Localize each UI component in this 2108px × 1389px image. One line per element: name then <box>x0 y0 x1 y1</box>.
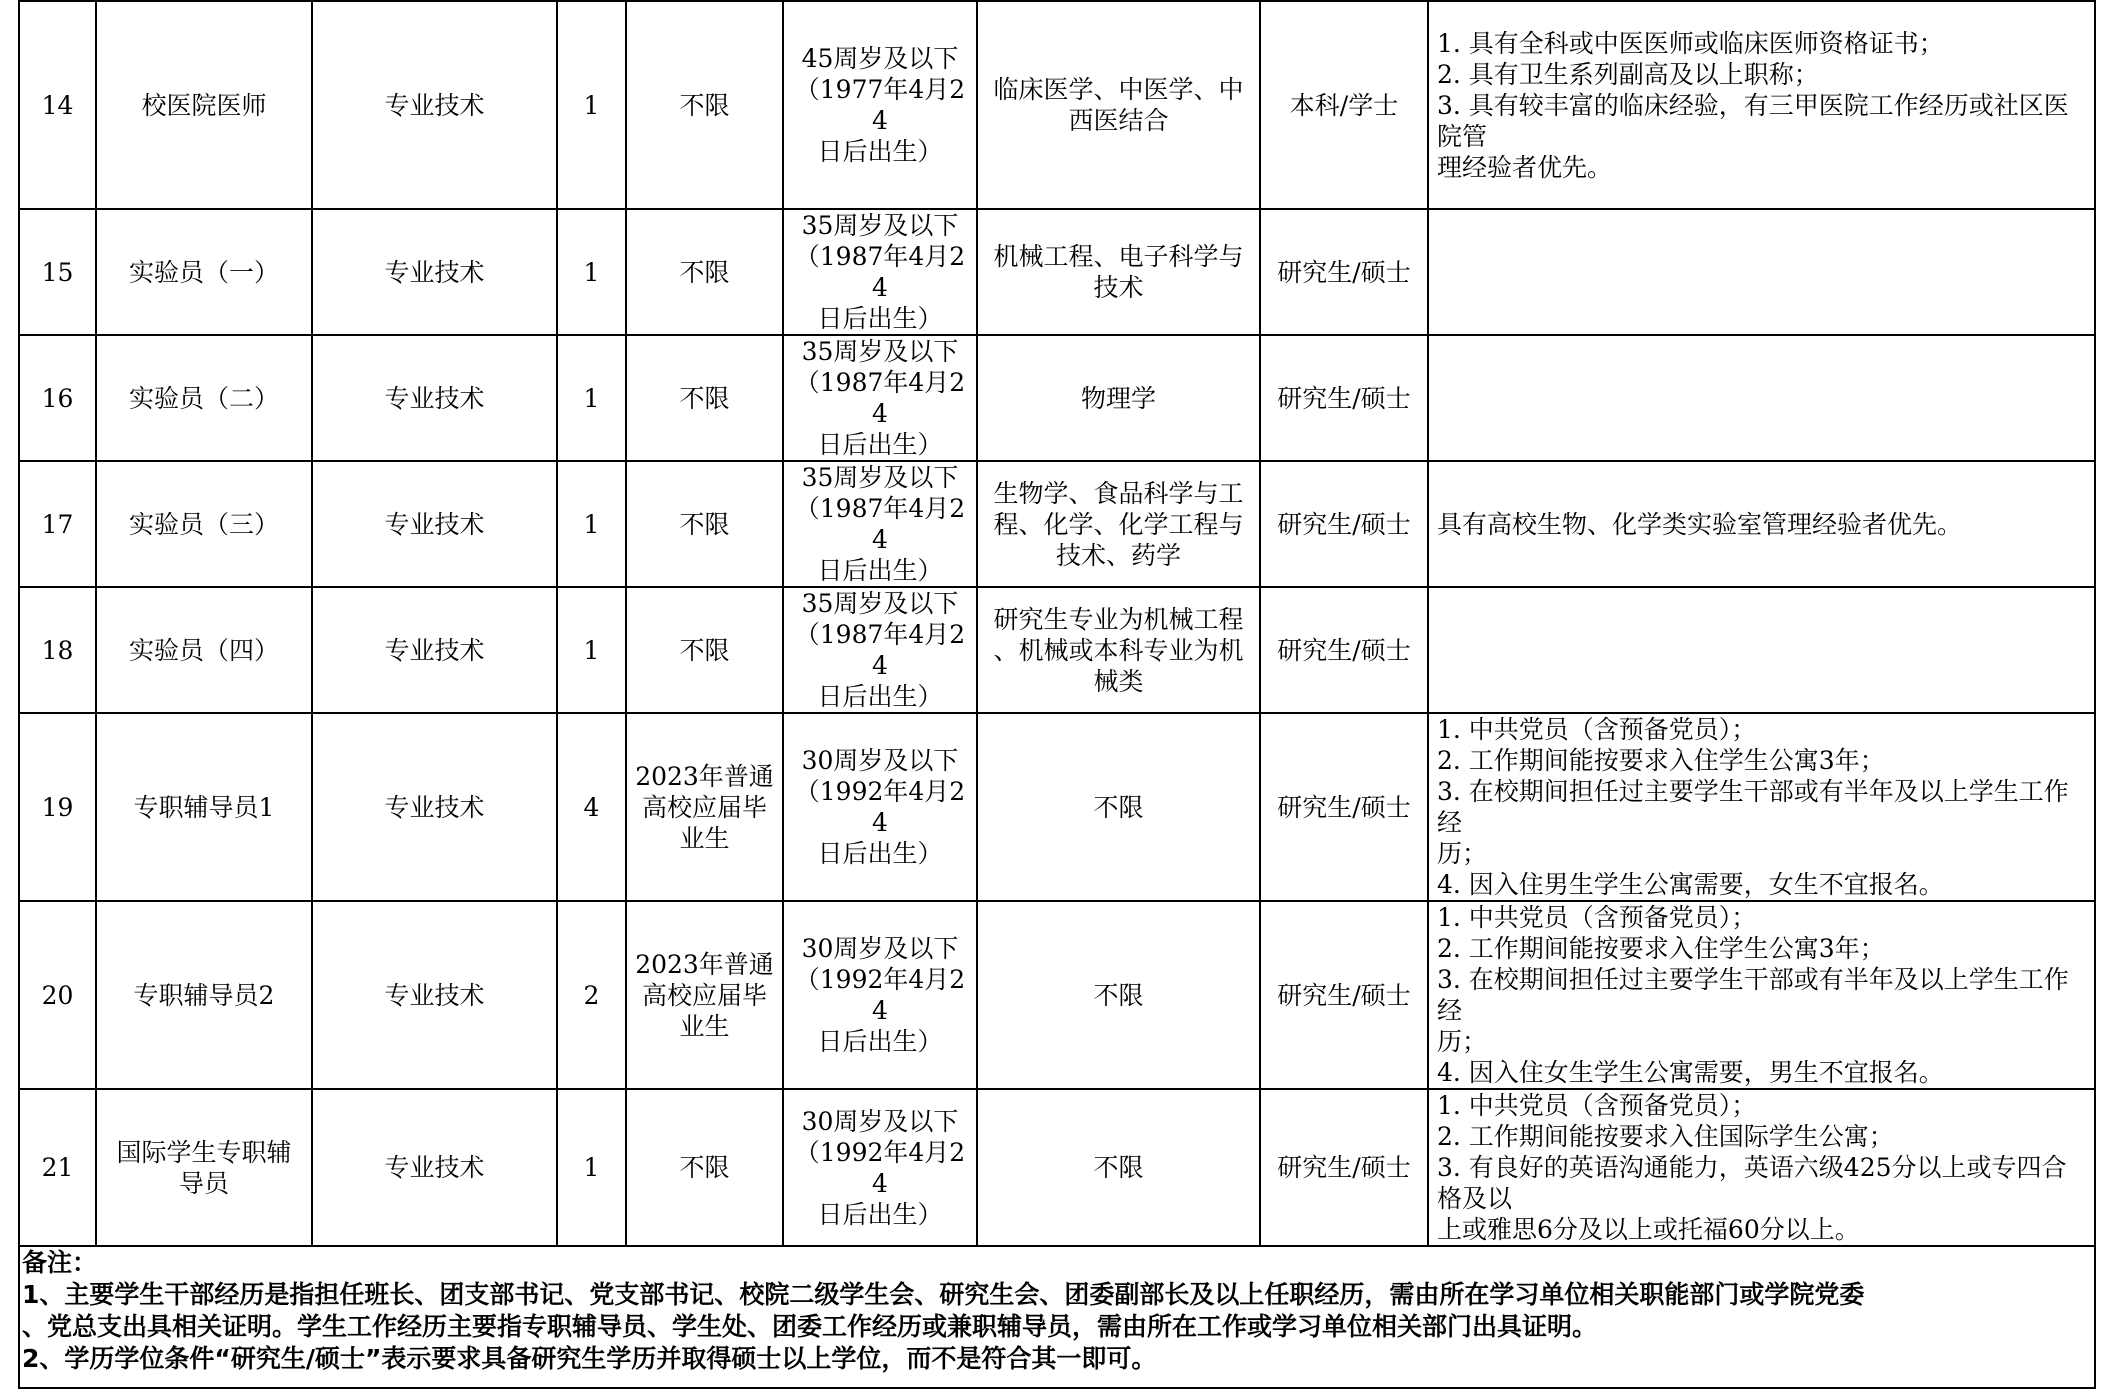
hiring-count <box>557 461 626 587</box>
other-requirements <box>1428 713 2095 901</box>
notes-line-3: 2、学历学位条件“研究生/硕士”表示要求具备研究生学历并取得硕士以上学位，而不是符合其一即可。 <box>22 1344 1157 1373</box>
age-requirement-line: 35周岁及以下 <box>801 589 959 618</box>
other-requirements-line: 3. 在校期间担任过主要学生干部或有半年及以上学生工作经 <box>1437 777 2069 837</box>
degree-requirement <box>1260 1089 1428 1246</box>
applicant-source-line: 2023年普通 <box>635 949 774 979</box>
other-requirements-line: 3. 具有较丰富的临床经验，有三甲医院工作经历或社区医院管 <box>1437 90 2069 151</box>
row-number-text: 17 <box>41 509 74 539</box>
notes-line-1: 1、主要学生干部经历是指担任班长、团支部书记、党支部书记、校院二级学生会、研究生会、团委副部长及以上任职经历，需由所在学习单位相关职能部门或学院党委 <box>22 1280 1865 1309</box>
position-category <box>312 209 557 335</box>
age-requirement-line: 35周岁及以下 <box>801 337 959 366</box>
hiring-count <box>557 1 626 209</box>
applicant-source-text: 不限 <box>679 1153 730 1182</box>
position-name-text: 专职辅导员1 <box>133 792 275 822</box>
age-requirement-line: 日后出生） <box>817 430 943 459</box>
table-row <box>19 901 2095 1089</box>
positions-table <box>18 0 2096 1247</box>
hiring-count-text: 1 <box>583 90 600 120</box>
position-category <box>312 713 557 901</box>
degree-requirement-text: 研究生/硕士 <box>1277 980 1411 1010</box>
other-requirements-line: 1. 中共党员（含预备党员）； <box>1437 903 1757 932</box>
age-requirement-line: 日后出生） <box>817 137 943 166</box>
row-number <box>19 461 96 587</box>
notes-section <box>18 1247 2096 1389</box>
hiring-count <box>557 901 626 1089</box>
age-requirement-line: 日后出生） <box>817 556 943 585</box>
age-requirement <box>783 461 977 587</box>
hiring-count-text: 1 <box>583 383 600 413</box>
age-requirement-line: 30周岁及以下 <box>801 746 959 775</box>
position-name <box>96 1089 312 1246</box>
position-category-text: 专业技术 <box>384 635 485 665</box>
other-requirements-line: 4. 因入住女生学生公寓需要，男生不宜报名。 <box>1437 1058 1944 1087</box>
position-category <box>312 901 557 1089</box>
row-number <box>19 901 96 1089</box>
major-requirement-line: 研究生专业为机械工程 <box>993 604 1244 634</box>
age-requirement-line: 30周岁及以下 <box>801 1106 959 1136</box>
major-requirement <box>977 901 1260 1089</box>
age-requirement-line: （1992年4月24 <box>794 1137 966 1198</box>
other-requirements-line: 4. 因入住男生学生公寓需要，女生不宜报名。 <box>1437 870 1944 899</box>
position-category-text: 专业技术 <box>384 509 485 539</box>
major-requirement-line: 临床医学、中医学、中 <box>993 75 1244 104</box>
row-number-text: 18 <box>41 635 74 665</box>
other-requirements-line: 1. 中共党员（含预备党员）； <box>1437 715 1757 744</box>
age-requirement-line: 30周岁及以下 <box>801 934 959 963</box>
position-name <box>96 209 312 335</box>
applicant-source <box>626 587 783 713</box>
other-requirements <box>1428 1 2095 209</box>
age-requirement-line: 日后出生） <box>817 1199 943 1229</box>
position-category <box>312 335 557 461</box>
other-requirements-line: 2. 具有卫生系列副高及以上职称； <box>1437 59 1819 89</box>
position-name <box>96 901 312 1089</box>
major-requirement-line: 物理学 <box>1080 383 1156 413</box>
age-requirement-line: （1987年4月24 <box>794 494 966 554</box>
other-requirements <box>1428 587 2095 713</box>
hiring-count-text: 2 <box>583 980 600 1010</box>
row-number <box>19 1 96 209</box>
degree-requirement <box>1260 461 1428 587</box>
degree-requirement-text: 研究生/硕士 <box>1277 1153 1411 1182</box>
applicant-source-text: 不限 <box>679 90 730 120</box>
degree-requirement-text: 研究生/硕士 <box>1277 257 1411 287</box>
age-requirement-line: 日后出生） <box>817 839 943 868</box>
major-requirement-line: 生物学、食品科学与工 <box>993 478 1244 508</box>
table-row <box>19 713 2095 901</box>
age-requirement-line: （1992年4月24 <box>794 777 966 837</box>
applicant-source <box>626 901 783 1089</box>
age-requirement-line: （1977年4月24 <box>794 75 966 135</box>
applicant-source-line: 业生 <box>679 1011 730 1041</box>
degree-requirement <box>1260 901 1428 1089</box>
table-row <box>19 587 2095 713</box>
position-category <box>312 1 557 209</box>
applicant-source-line: 业生 <box>679 823 730 853</box>
applicant-source <box>626 335 783 461</box>
age-requirement-line: 日后出生） <box>817 304 943 333</box>
position-name <box>96 587 312 713</box>
other-requirements-line: 1. 中共党员（含预备党员）； <box>1437 1091 1757 1120</box>
degree-requirement-text: 研究生/硕士 <box>1277 383 1411 413</box>
applicant-source <box>626 713 783 901</box>
notes-title: 备注： <box>22 1248 98 1277</box>
positions-table-body <box>19 1 2095 1246</box>
position-name-text: 实验员（二） <box>128 383 279 413</box>
age-requirement-line: （1992年4月24 <box>794 965 966 1025</box>
hiring-count <box>557 587 626 713</box>
hiring-count-text: 1 <box>583 257 600 287</box>
row-number <box>19 1089 96 1246</box>
major-requirement-line: 不限 <box>1093 792 1144 822</box>
degree-requirement <box>1260 587 1428 713</box>
other-requirements-line: 2. 工作期间能按要求入住国际学生公寓； <box>1437 1122 1894 1151</box>
other-requirements <box>1428 209 2095 335</box>
applicant-source <box>626 209 783 335</box>
position-name-line: 国际学生专职辅 <box>116 1137 292 1167</box>
other-requirements-line: 1. 具有全科或中医医师或临床医师资格证书； <box>1437 28 1944 58</box>
degree-requirement-text: 本科/学士 <box>1289 90 1399 120</box>
applicant-source-line: 高校应届毕 <box>641 792 767 822</box>
row-number <box>19 335 96 461</box>
position-category-text: 专业技术 <box>384 792 485 822</box>
other-requirements <box>1428 461 2095 587</box>
major-requirement-line: 程、化学、化学工程与 <box>993 509 1244 539</box>
row-number-text: 16 <box>41 383 74 413</box>
other-requirements-line: 理经验者优先。 <box>1437 152 1613 182</box>
row-number <box>19 209 96 335</box>
age-requirement <box>783 587 977 713</box>
row-number-text: 15 <box>41 257 74 287</box>
degree-requirement-text: 研究生/硕士 <box>1277 635 1411 665</box>
other-requirements-line: 具有高校生物、化学类实验室管理经验者优先。 <box>1437 509 1963 539</box>
other-requirements-line: 历； <box>1437 839 1488 868</box>
other-requirements-line: 上或雅思6分及以上或托福60分以上。 <box>1437 1215 1860 1244</box>
position-category-text: 专业技术 <box>384 257 485 287</box>
other-requirements <box>1428 901 2095 1089</box>
position-name-text: 专职辅导员2 <box>133 980 275 1010</box>
age-requirement <box>783 335 977 461</box>
recruitment-table-page <box>18 0 2094 1373</box>
major-requirement <box>977 587 1260 713</box>
position-name <box>96 1 312 209</box>
major-requirement-line: 机械工程、电子科学与 <box>993 242 1244 271</box>
other-requirements <box>1428 335 2095 461</box>
hiring-count <box>557 713 626 901</box>
major-requirement-line: 、机械或本科专业为机 <box>993 635 1244 665</box>
major-requirement <box>977 209 1260 335</box>
position-category <box>312 587 557 713</box>
position-name-line: 导员 <box>178 1168 229 1198</box>
table-row <box>19 1089 2095 1246</box>
age-requirement <box>783 1 977 209</box>
applicant-source-text: 不限 <box>679 257 730 287</box>
position-category <box>312 1089 557 1246</box>
hiring-count <box>557 335 626 461</box>
age-requirement-line: 35周岁及以下 <box>801 211 959 240</box>
major-requirement-line: 不限 <box>1093 980 1144 1010</box>
hiring-count <box>557 209 626 335</box>
major-requirement-line: 械类 <box>1093 666 1144 696</box>
row-number <box>19 587 96 713</box>
applicant-source-text: 不限 <box>679 509 730 539</box>
position-name-text: 实验员（三） <box>128 509 279 539</box>
age-requirement <box>783 209 977 335</box>
position-name <box>96 335 312 461</box>
notes-line-2: 、党总支出具相关证明。学生工作经历主要指专职辅导员、学生处、团委工作经历或兼职辅导员，需由所在工作或学习单位相关部门出具证明。 <box>22 1312 1598 1341</box>
applicant-source-text: 不限 <box>679 383 730 413</box>
major-requirement-line: 不限 <box>1093 1153 1144 1182</box>
applicant-source-line: 2023年普通 <box>635 761 774 791</box>
position-name-text: 实验员（一） <box>128 257 279 287</box>
age-requirement-line: （1987年4月24 <box>794 368 966 428</box>
age-requirement-line: （1987年4月24 <box>794 242 966 302</box>
applicant-source <box>626 1 783 209</box>
major-requirement <box>977 461 1260 587</box>
position-category <box>312 461 557 587</box>
other-requirements-line: 2. 工作期间能按要求入住学生公寓3年； <box>1437 746 1885 775</box>
table-row <box>19 461 2095 587</box>
major-requirement <box>977 1089 1260 1246</box>
other-requirements <box>1428 1089 2095 1246</box>
age-requirement <box>783 1089 977 1246</box>
degree-requirement <box>1260 713 1428 901</box>
major-requirement-line: 技术 <box>1093 273 1144 302</box>
row-number-text: 21 <box>41 1153 74 1182</box>
position-name <box>96 461 312 587</box>
table-row <box>19 335 2095 461</box>
table-row <box>19 1 2095 209</box>
degree-requirement <box>1260 335 1428 461</box>
other-requirements-line: 2. 工作期间能按要求入住学生公寓3年； <box>1437 934 1885 963</box>
degree-requirement <box>1260 209 1428 335</box>
other-requirements-line: 3. 有良好的英语沟通能力，英语六级425分以上或专四合格及以 <box>1437 1153 2067 1213</box>
hiring-count-text: 4 <box>583 792 600 822</box>
position-category-text: 专业技术 <box>384 383 485 413</box>
position-name <box>96 713 312 901</box>
major-requirement-line: 技术、药学 <box>1055 540 1181 570</box>
position-name-text: 实验员（四） <box>128 635 279 665</box>
hiring-count-text: 1 <box>583 1153 600 1182</box>
age-requirement <box>783 713 977 901</box>
degree-requirement-text: 研究生/硕士 <box>1277 792 1411 822</box>
hiring-count <box>557 1089 626 1246</box>
age-requirement-line: 45周岁及以下 <box>801 44 959 73</box>
degree-requirement <box>1260 1 1428 209</box>
major-requirement <box>977 1 1260 209</box>
table-row <box>19 209 2095 335</box>
position-category-text: 专业技术 <box>384 90 485 120</box>
degree-requirement-text: 研究生/硕士 <box>1277 509 1411 539</box>
row-number <box>19 713 96 901</box>
age-requirement-line: 35周岁及以下 <box>801 463 959 492</box>
major-requirement <box>977 335 1260 461</box>
row-number-text: 19 <box>41 792 74 822</box>
hiring-count-text: 1 <box>583 509 600 539</box>
row-number-text: 20 <box>41 980 74 1010</box>
applicant-source <box>626 461 783 587</box>
applicant-source <box>626 1089 783 1246</box>
position-category-text: 专业技术 <box>384 1153 485 1182</box>
age-requirement <box>783 901 977 1089</box>
major-requirement <box>977 713 1260 901</box>
major-requirement-line: 西医结合 <box>1068 106 1169 135</box>
row-number-text: 14 <box>41 90 74 120</box>
applicant-source-line: 高校应届毕 <box>641 980 767 1010</box>
position-name-text: 校医院医师 <box>141 90 267 120</box>
age-requirement-line: 日后出生） <box>817 682 943 711</box>
other-requirements-line: 3. 在校期间担任过主要学生干部或有半年及以上学生工作经 <box>1437 965 2069 1025</box>
hiring-count-text: 1 <box>583 635 600 665</box>
applicant-source-text: 不限 <box>679 635 730 665</box>
other-requirements-line: 历； <box>1437 1027 1488 1056</box>
position-category-text: 专业技术 <box>384 980 485 1010</box>
age-requirement-line: 日后出生） <box>817 1027 943 1056</box>
age-requirement-line: （1987年4月24 <box>794 620 966 680</box>
